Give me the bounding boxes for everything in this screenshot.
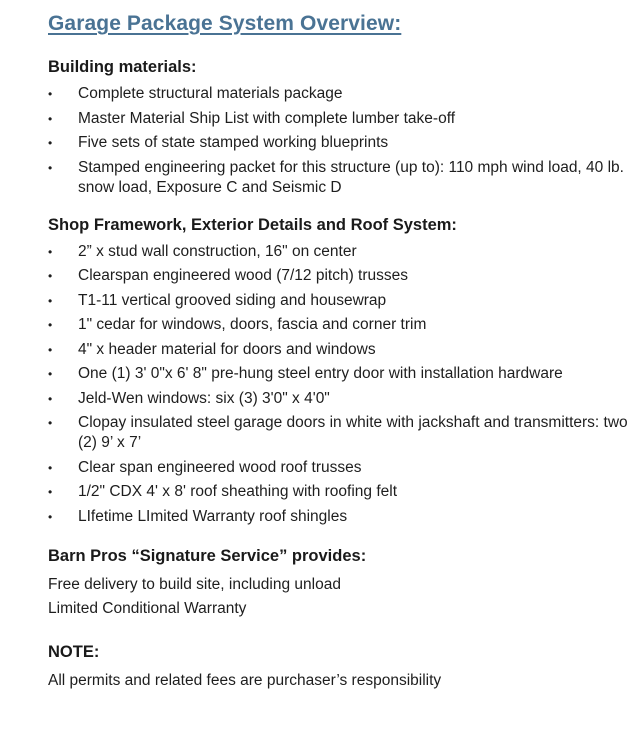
page-title: Garage Package System Overview: [48,12,402,35]
list-item [48,133,628,153]
list-item-text: 1" cedar for windows, doors, fascia and corner trim [78,316,427,333]
bullet-icon: • [48,111,53,126]
list-item [48,109,628,129]
bullet-icon: • [48,485,53,499]
bullet-icon: • [48,342,53,357]
section-heading: Shop Framework, Exterior Details and Roof System: [48,215,457,234]
list-item [48,242,628,262]
list-item [48,364,628,384]
document [48,12,628,693]
list-item [48,291,628,311]
list-item-text: 4" x header material for doors and windows [78,340,376,358]
bullet-icon: • [48,460,53,475]
framework-section [48,216,628,527]
service-line: Limited Conditional Warranty [48,599,247,617]
list-item-text: Master Material Ship List with complete lumber take-off [78,109,456,127]
list-item-text: Stamped engineering packet for this structure (up to): 110 mph wind load, 40 lb. snow load, Exposure C and Seismic D [78,158,624,196]
list-item [48,482,628,502]
list-item-text: Complete structural materials package [78,85,343,102]
list-item [48,158,628,198]
list-item [48,266,628,286]
list-item [48,458,628,478]
list-item [48,340,628,360]
bullet-icon: • [48,244,53,259]
service-line: Free delivery to build site, including unload [48,575,341,593]
note-heading: NOTE: [48,642,100,661]
list-item [48,389,628,409]
note-section [48,643,628,693]
list-item [48,315,628,335]
framework-list [48,242,628,527]
bullet-icon: • [48,391,53,406]
list-item [48,413,628,453]
list-item-text: Clearspan engineered wood (7/12 pitch) trusses [78,267,408,284]
building-materials-section [48,58,628,198]
list-item-text: One (1) 3' 0"x 6' 8" pre-hung steel entry door with installation hardware [78,365,563,382]
list-item-text: Five sets of state stamped working blueprints [78,134,389,151]
list-item-text: Clear span engineered wood roof trusses [78,458,362,476]
bullet-icon: • [48,160,53,175]
bullet-icon: • [48,269,53,283]
list-item-text: 2” x stud wall construction, 16" on center [78,242,357,260]
note-text: All permits and related fees are purchaser’s responsibility [48,671,442,689]
bullet-icon: • [48,136,53,150]
signature-service-section [48,547,628,621]
list-item-text: Jeld-Wen windows: six (3) 3'0" x 4'0" [78,389,330,407]
list-item-text: Clopay insulated steel garage doors in white with jackshaft and transmitters: two (2) 9’ x 7’ [78,414,628,451]
bullet-icon: • [48,509,53,524]
list-item-text: T1-11 vertical grooved siding and housewrap [78,291,387,309]
list-item [48,507,628,527]
bullet-icon: • [48,416,53,430]
section-heading: Building materials: [48,58,197,76]
bullet-icon: • [48,87,53,101]
list-item [48,84,628,104]
bullet-icon: • [48,367,53,381]
list-item-text: 1/2" CDX 4' x 8' roof sheathing with roofing felt [78,483,398,500]
bullet-icon: • [48,293,53,308]
bullet-icon: • [48,318,53,332]
section-heading: Barn Pros “Signature Service” provides: [48,546,367,565]
building-materials-list [48,84,628,198]
list-item-text: LIfetime LImited Warranty roof shingles [78,507,348,525]
